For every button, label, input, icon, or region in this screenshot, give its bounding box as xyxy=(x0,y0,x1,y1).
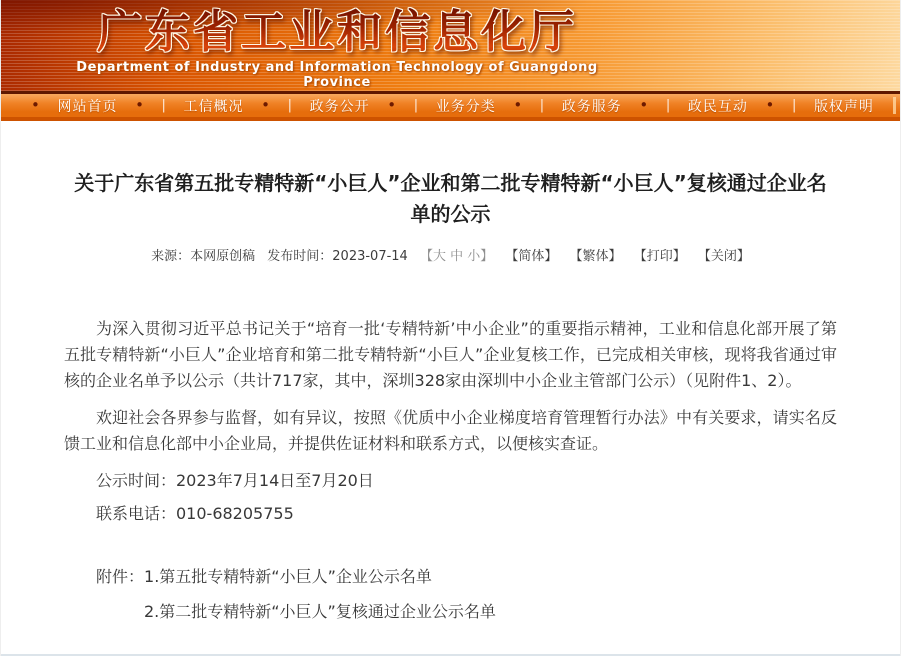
spacer xyxy=(64,534,837,552)
contact-phone-line: 联系电话：010-68205755 xyxy=(96,504,294,523)
publicity-time-line: 公示时间：2023年7月14日至7月20日 xyxy=(96,471,374,490)
article-meta xyxy=(1,245,900,264)
main-navigation xyxy=(1,91,900,121)
nav-bullet-icon: • xyxy=(639,96,649,114)
banner-inner xyxy=(1,0,611,90)
nav-separator: | xyxy=(791,98,797,113)
attachment-link-1[interactable]: 1.第五批专精特新“小巨人”企业公示名单 xyxy=(144,567,432,586)
nav-item-business[interactable]: 业务分类 xyxy=(435,98,496,115)
meta-publish-time: 发布时间：2023-07-14 xyxy=(267,249,408,264)
article-body xyxy=(64,316,837,625)
paragraph: 为深入贯彻习近平总书记关于“培育一批‘专精特新’中小企业”的重要指示精神，工业和信息化部开展了第五批专精特新“小巨人”企业培育和第二批专精特新“小巨人”企业复核工作，已完成相关审核，现将我省通过审核的企业名单予以公示（共计717家，其中，深圳328家由深圳中小企业主管部门公示）（见附件1、2）。 xyxy=(64,319,837,390)
paragraph: 欢迎社会各界参与监督，如有异议，按照《优质中小企业梯度培育管理暂行办法》中有关要求，请实名反馈工业和信息化部中小企业局，并提供佐证材料和联系方式，以便核实查证。 xyxy=(64,408,837,453)
attachment-line-1 xyxy=(64,564,837,590)
print-button[interactable]: 【打印】 xyxy=(633,249,686,264)
nav-separator: | xyxy=(539,98,545,113)
close-button[interactable]: 【关闭】 xyxy=(697,249,750,264)
nav-bullet-icon: • xyxy=(31,96,40,114)
nav-separator: | xyxy=(161,98,166,113)
site-banner xyxy=(1,0,900,91)
nav-bullet-icon: • xyxy=(513,96,523,114)
simplified-chinese-button[interactable]: 【简体】 xyxy=(505,249,558,264)
nav-separator: | xyxy=(287,98,293,113)
traditional-chinese-button[interactable]: 【繁体】 xyxy=(569,249,622,264)
article-title: 关于广东省第五批专精特新“小巨人”企业和第二批专精特新“小巨人”复核通过企业名单的公示 xyxy=(74,171,827,226)
nav-item-overview[interactable]: 工信概况 xyxy=(183,98,244,115)
nav-bullet-icon: • xyxy=(135,96,144,114)
nav-item-copyright[interactable]: 版权声明 xyxy=(813,98,874,115)
nav-separator: | xyxy=(665,98,671,113)
nav-item-services[interactable]: 政务服务 xyxy=(561,98,622,115)
attachment-link-2[interactable]: 2.第二批专精特新“小巨人”复核通过企业公示名单 xyxy=(144,602,496,621)
attachments-label: 附件： xyxy=(96,567,145,586)
nav-item-home[interactable]: 网站首页 xyxy=(57,98,118,115)
nav-bullet-icon: • xyxy=(387,96,397,114)
site-subtitle-english: Department of Industry and Information Technology of Guangdong Province xyxy=(76,60,598,90)
nav-item-interaction[interactable]: 政民互动 xyxy=(687,98,748,115)
font-size-tool[interactable]: 【大 中 小】 xyxy=(419,249,494,264)
article-content xyxy=(1,121,900,625)
nav-separator: | xyxy=(413,98,419,113)
meta-source: 来源：本网原创稿 xyxy=(151,249,256,264)
nav-bullet-icon: • xyxy=(261,96,271,114)
nav-item-gov-affairs[interactable]: 政务公开 xyxy=(309,98,370,115)
attachment-line-2 xyxy=(64,599,837,625)
site-title: 广东省工业和信息化厅 xyxy=(63,6,611,58)
nav-bullet-icon: • xyxy=(765,96,775,114)
